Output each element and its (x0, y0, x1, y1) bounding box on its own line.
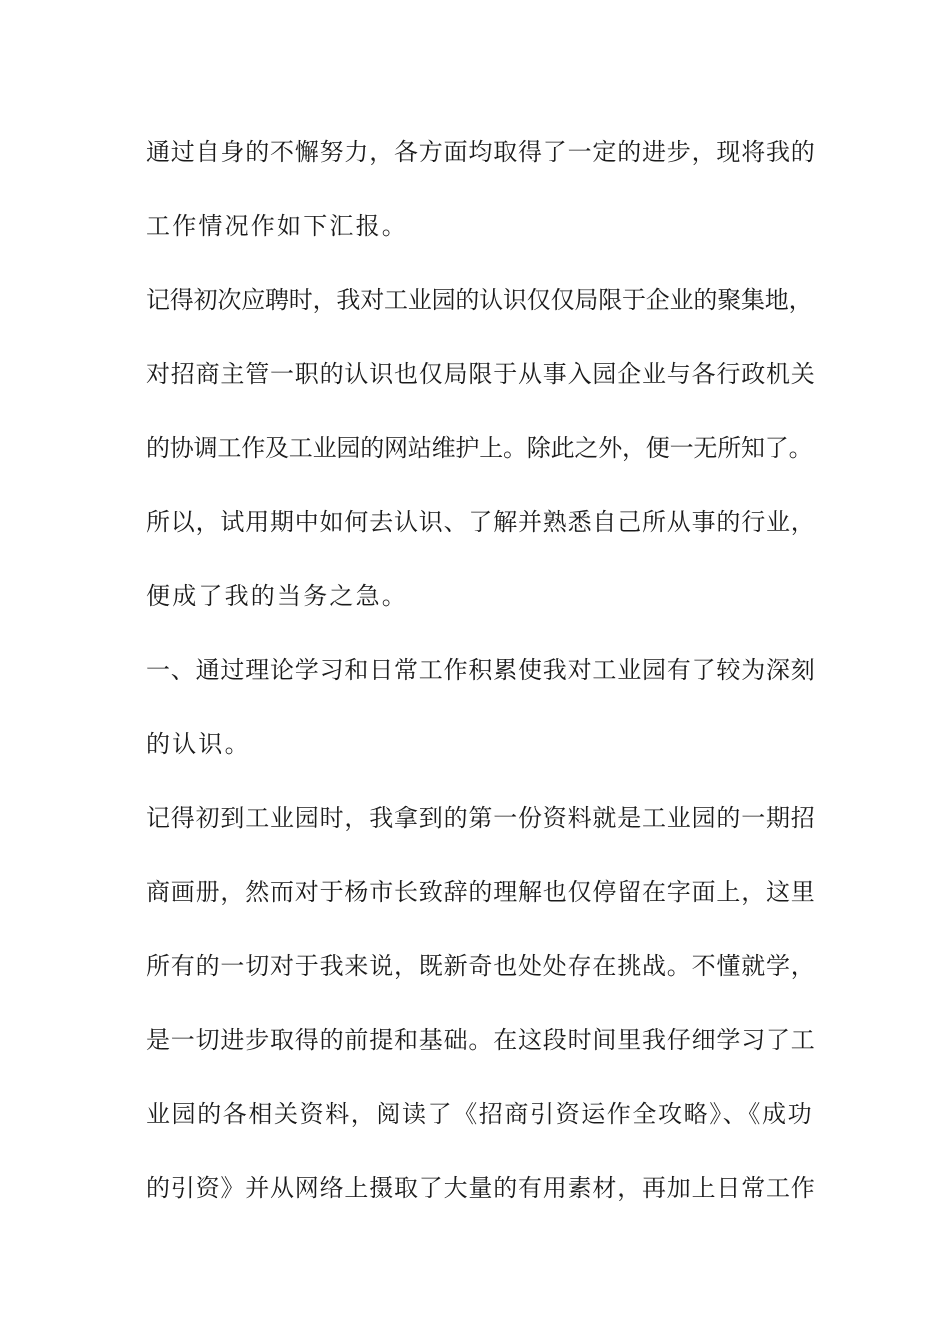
text-line: 记得初到工业园时，我拿到的第一份资料就是工业园的一期招 (146, 804, 816, 832)
text-line: 工作情况作如下汇报。 (146, 212, 408, 240)
text-line: 便成了我的当务之急。 (146, 582, 408, 610)
text-line: 的协调工作及工业园的网站维护上。除此之外，便一无所知了。 (146, 434, 813, 462)
text-line: 对招商主管一职的认识也仅局限于从事入园企业与各行政机关 (146, 360, 816, 388)
text-line: 记得初次应聘时，我对工业园的认识仅仅局限于企业的聚集地， (146, 286, 813, 314)
text-line: 的引资》并从网络上摄取了大量的有用素材，再加上日常工作 (146, 1174, 816, 1202)
section-heading: 一、通过理论学习和日常工作积累使我对工业园有了较为深刻 (146, 656, 816, 684)
text-line: 所以，试用期中如何去认识、了解并熟悉自己所从事的行业， (146, 508, 816, 536)
text-line: 通过自身的不懈努力，各方面均取得了一定的进步，现将我的 (146, 138, 816, 166)
section-heading: 的认识。 (146, 730, 251, 758)
text-line: 业园的各相关资料，阅读了《招商引资运作全攻略》、《成功 (146, 1100, 814, 1128)
text-line: 商画册，然而对于杨市长致辞的理解也仅停留在字面上，这里 (146, 878, 816, 906)
text-line: 所有的一切对于我来说，既新奇也处处存在挑战。不懂就学， (146, 952, 816, 980)
text-line: 是一切进步取得的前提和基础。在这段时间里我仔细学习了工 (146, 1026, 816, 1054)
